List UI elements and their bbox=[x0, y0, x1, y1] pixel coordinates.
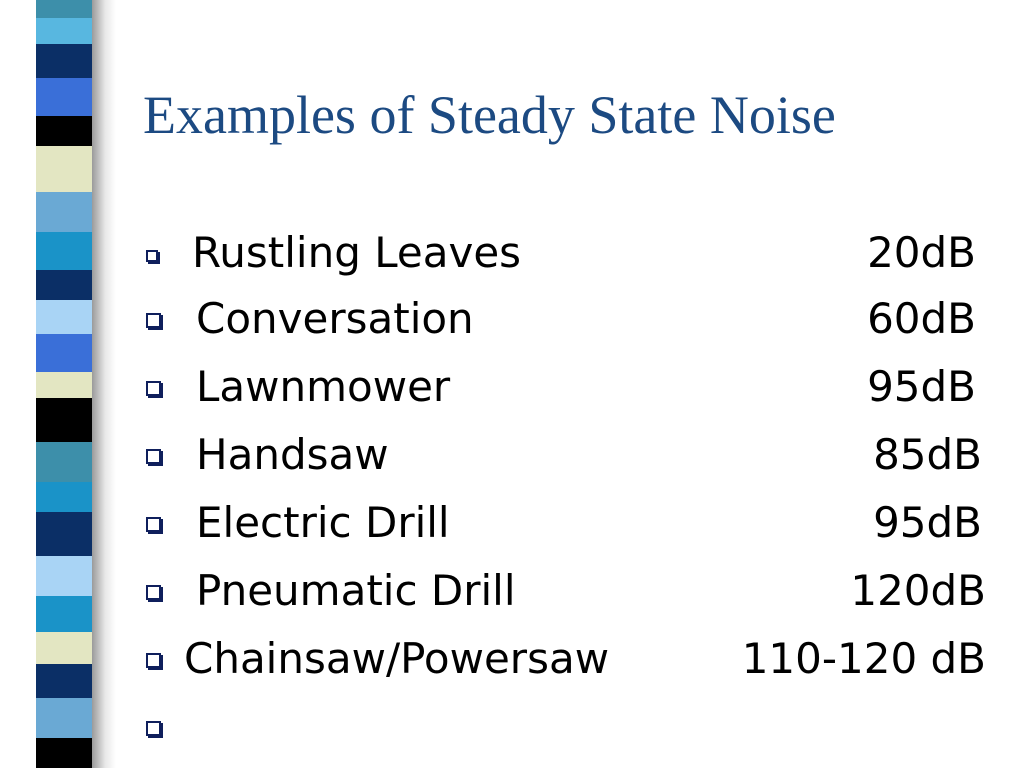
decorative-stripe-bar bbox=[36, 0, 92, 768]
item-label: Conversation bbox=[196, 294, 474, 343]
stripe-segment bbox=[36, 0, 92, 18]
item-value: 110-120 dB bbox=[741, 634, 986, 683]
stripe-segment bbox=[36, 334, 92, 372]
item-label: Handsaw bbox=[196, 430, 389, 479]
square-bullet-icon bbox=[146, 250, 158, 262]
stripe-segment bbox=[36, 512, 92, 556]
stripe-segment bbox=[36, 146, 92, 192]
stripe-segment bbox=[36, 698, 92, 738]
stripe-segment bbox=[36, 556, 92, 596]
list-item bbox=[144, 428, 990, 488]
item-value: 20dB bbox=[867, 228, 976, 277]
stripe-segment bbox=[36, 116, 92, 146]
stripe-segment bbox=[36, 44, 92, 78]
item-label: Lawnmower bbox=[196, 362, 451, 411]
list-item bbox=[144, 292, 990, 352]
item-value: 120dB bbox=[850, 566, 986, 615]
stripe-segment bbox=[36, 664, 92, 698]
item-label: Pneumatic Drill bbox=[196, 566, 516, 615]
item-label: Rustling Leaves bbox=[192, 228, 522, 277]
item-value: 95dB bbox=[873, 498, 982, 547]
item-value: 85dB bbox=[873, 430, 982, 479]
stripe-segment bbox=[36, 632, 92, 664]
stripe-segment bbox=[36, 232, 92, 270]
stripe-segment bbox=[36, 398, 92, 442]
square-bullet-icon bbox=[146, 653, 161, 668]
stripe-segment bbox=[36, 482, 92, 512]
list-item bbox=[144, 564, 990, 624]
stripe-segment bbox=[36, 442, 92, 482]
slide-title: Examples of Steady State Noise bbox=[143, 85, 836, 145]
square-bullet-icon bbox=[146, 585, 161, 600]
stripe-segment bbox=[36, 18, 92, 44]
stripe-segment bbox=[36, 78, 92, 116]
square-bullet-icon bbox=[146, 381, 161, 396]
stripe-segment bbox=[36, 270, 92, 300]
stripe-segment bbox=[36, 192, 92, 232]
stripe-segment bbox=[36, 596, 92, 632]
stripe-segment bbox=[36, 300, 92, 334]
list-item bbox=[144, 496, 990, 556]
list-item bbox=[144, 360, 990, 420]
stripe-segment bbox=[36, 738, 92, 768]
list-item bbox=[144, 700, 990, 760]
stripe-shadow bbox=[92, 0, 116, 768]
item-value: 95dB bbox=[867, 362, 976, 411]
list-item bbox=[144, 632, 990, 692]
item-label: Chainsaw/Powersaw bbox=[184, 634, 610, 683]
square-bullet-icon bbox=[146, 517, 161, 532]
square-bullet-icon bbox=[146, 313, 161, 328]
item-value: 60dB bbox=[867, 294, 976, 343]
square-bullet-icon bbox=[146, 449, 161, 464]
stripe-segment bbox=[36, 372, 92, 398]
square-bullet-icon bbox=[146, 721, 161, 736]
item-label: Electric Drill bbox=[196, 498, 450, 547]
list-item bbox=[144, 226, 990, 286]
